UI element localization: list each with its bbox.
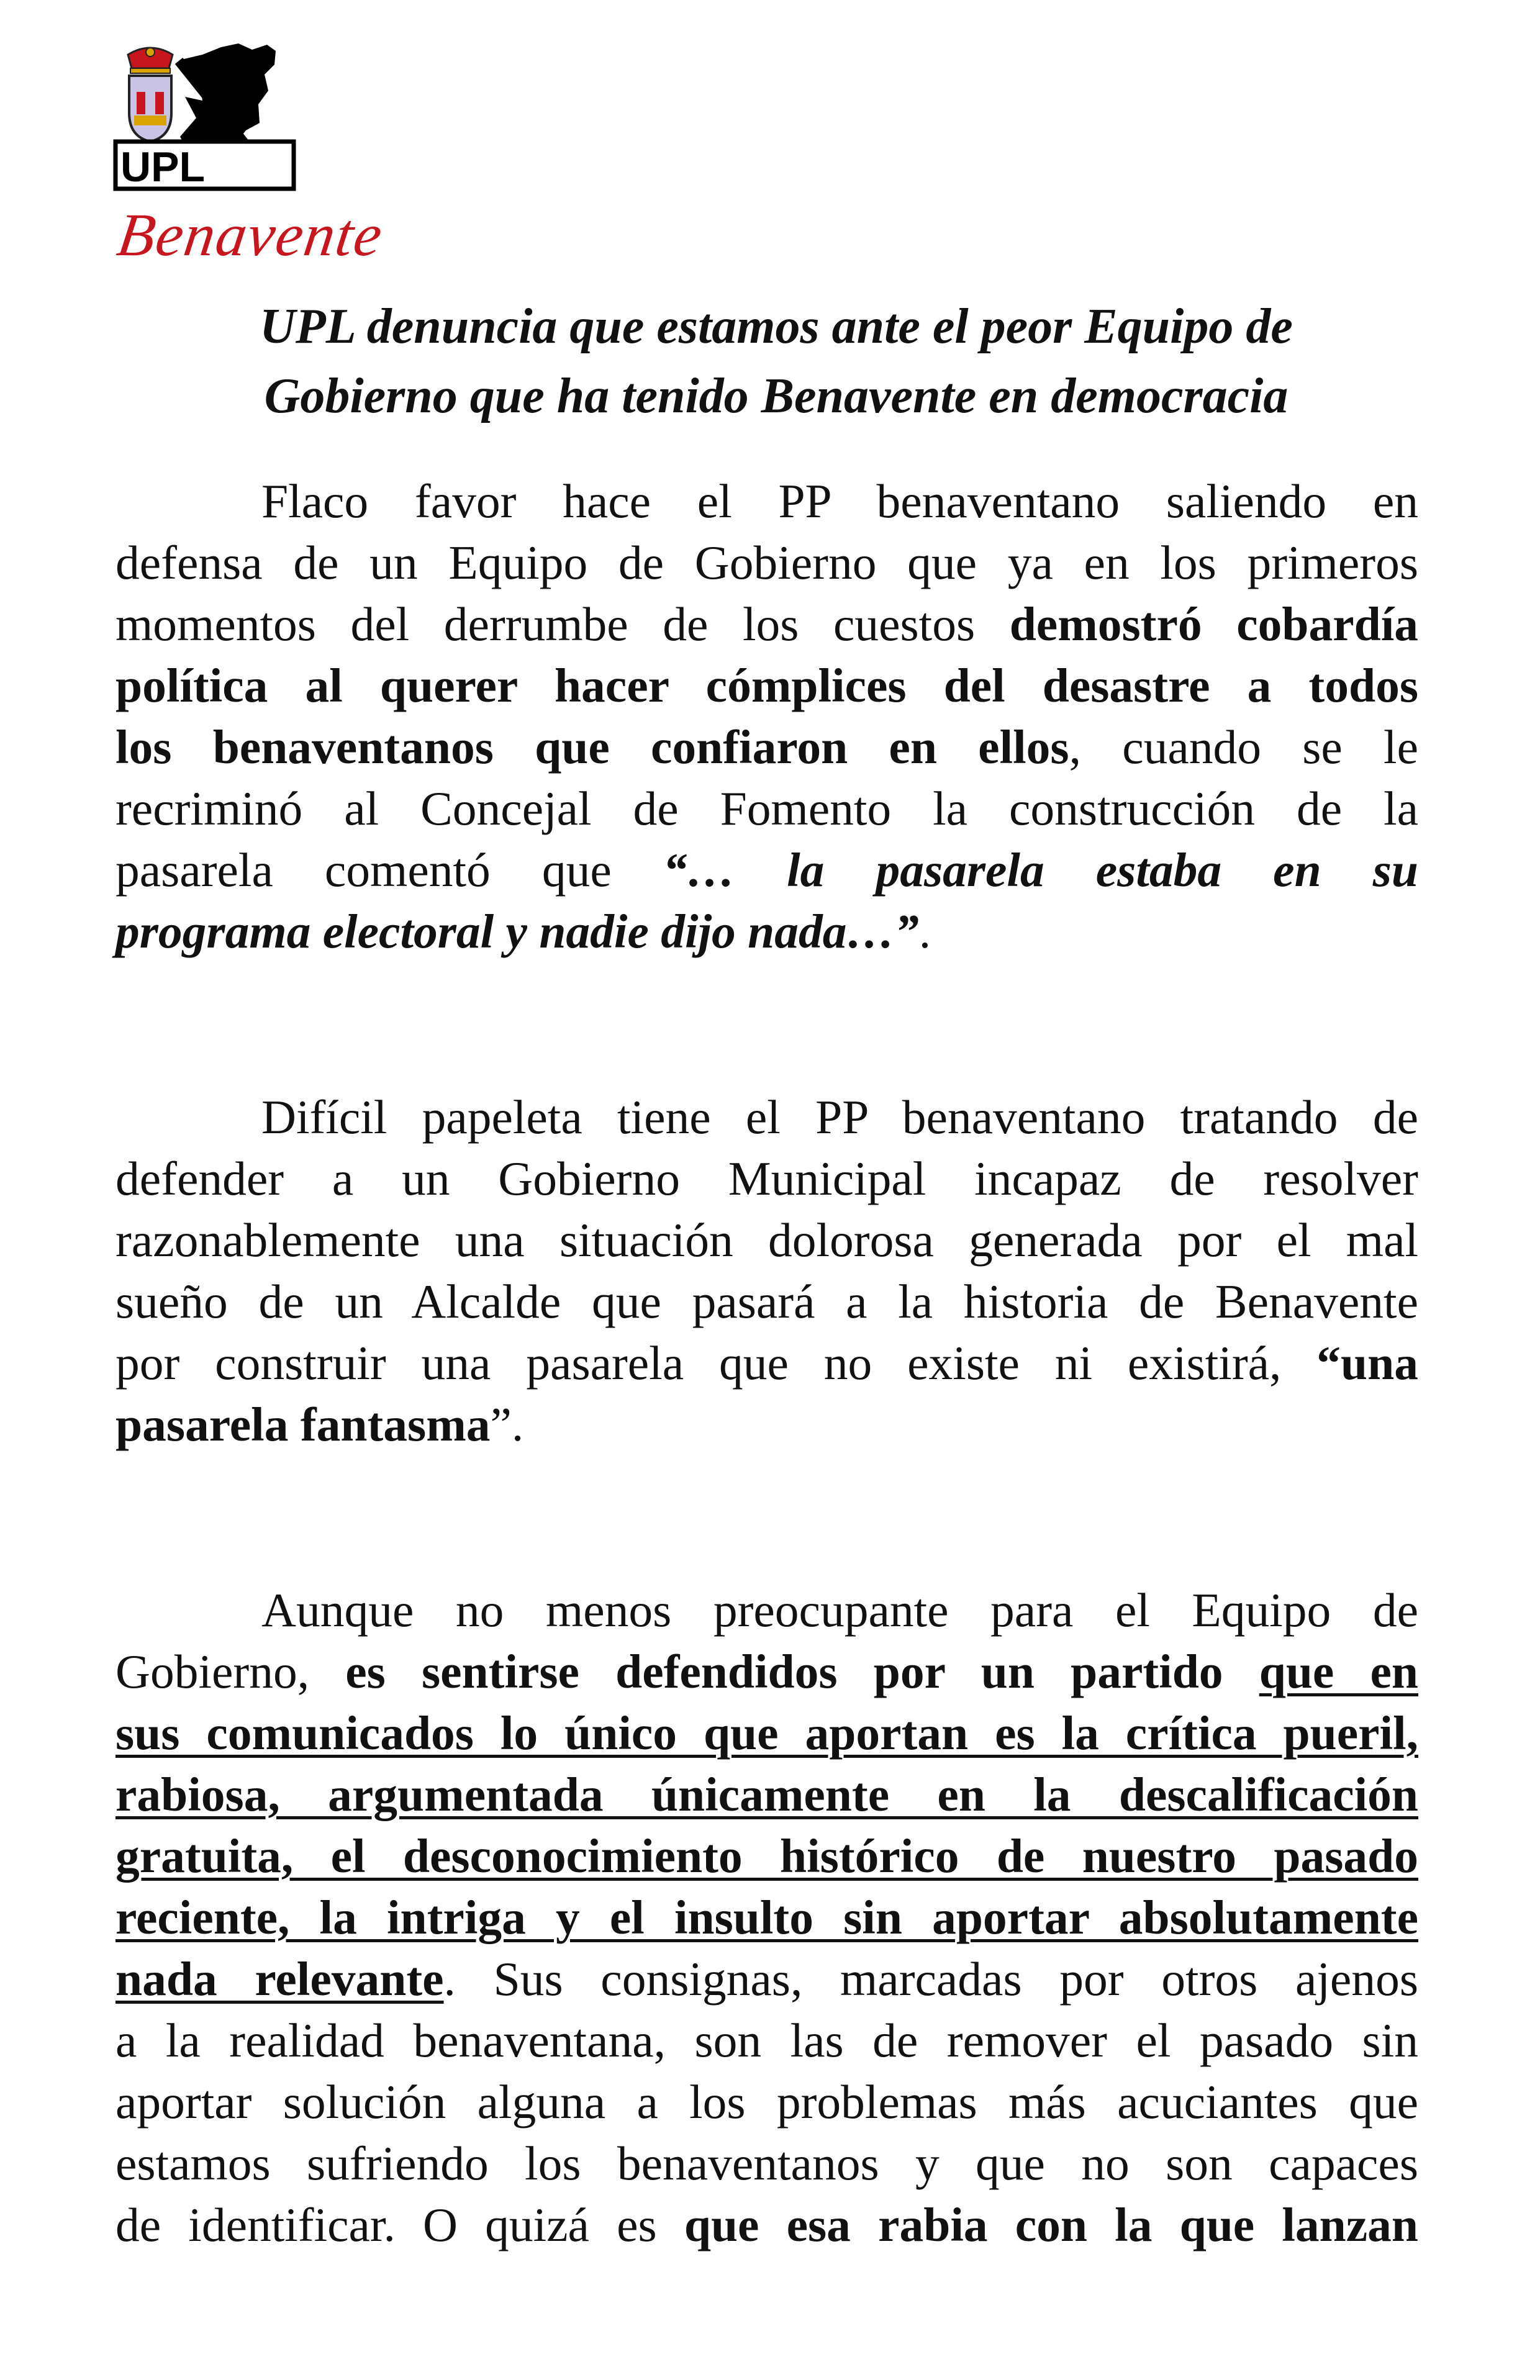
text-line: razonablemente una situación dolorosa generada por el mal (116, 1213, 1418, 1267)
text-line (116, 839, 1418, 901)
text-line (116, 1703, 1418, 1764)
text-line (116, 1887, 1418, 1948)
logo-text: UPL (120, 143, 205, 191)
bold-text: pasarela fantasma (116, 1398, 491, 1451)
bold-italic-quote: programa electoral y nadie dijo nada…” (116, 905, 919, 958)
text-line: Flaco favor hace el PP benaventano saliendo en (261, 474, 1418, 528)
text-run: . (918, 905, 931, 958)
bold-text: que esa rabia con la que lanzan (684, 2198, 1418, 2251)
underlined-text: rabiosa, argumentada únicamente en la descalificación (116, 1768, 1418, 1821)
underlined-text: que en (1259, 1645, 1418, 1698)
paragraph-2 (116, 1087, 1418, 1455)
headline (130, 292, 1422, 431)
text-run: momentos del derrumbe de los cuestos (116, 597, 1010, 651)
text-line: defender a un Gobierno Municipal incapaz de resolver (116, 1152, 1418, 1205)
bold-text: los benaventanos que confiaron en ellos (116, 720, 1069, 774)
text-line: recriminó al Concejal de Fomento la construcción de la (116, 782, 1418, 835)
bold-text: “una (1316, 1336, 1418, 1390)
underlined-text: sus comunicados lo único que aportan es la crítica pueril, (116, 1706, 1418, 1760)
underlined-text: nada relevante (116, 1952, 444, 2006)
paragraph-1 (116, 471, 1418, 962)
text-line: a la realidad benaventana, son las de remover el pasado sin (116, 2014, 1418, 2067)
headline-line: Gobierno que ha tenido Benavente en democracia (264, 369, 1289, 423)
text-line (116, 1641, 1418, 1703)
text-line (116, 1394, 1418, 1455)
underlined-text: reciente, la intriga y el insulto sin aportar absolutamente (116, 1891, 1418, 1944)
text-line (116, 1826, 1418, 1887)
coat-of-arms-icon (128, 48, 173, 142)
text-line (116, 1948, 1418, 2010)
headline-line: UPL denuncia que estamos ante el peor Equipo de (260, 299, 1293, 354)
text-run: Gobierno, (116, 1645, 346, 1698)
bold-text: es sentirse defendidos por un partido (345, 1645, 1259, 1698)
text-run: pasarela comentó que (116, 843, 663, 897)
text-line: defensa de un Equipo de Gobierno que ya en los primeros (116, 536, 1418, 589)
text-run: de identificar. O quizá es (116, 2198, 684, 2251)
text-run: , cuando se le (1069, 720, 1418, 774)
text-line: política al querer hacer cómplices del desastre a todos (116, 659, 1418, 712)
text-line (116, 717, 1418, 778)
text-line (116, 1764, 1418, 1826)
text-run: por construir una pasarela que no existe ni existirá, (116, 1336, 1317, 1390)
text-line: estamos sufriendo los benaventanos y que no son capaces (116, 2137, 1418, 2190)
text-line (116, 1333, 1418, 1394)
paragraph-3 (116, 1580, 1418, 2256)
text-run: . Sus consignas, marcadas por otros ajenos (443, 1952, 1418, 2006)
text-line (116, 2194, 1418, 2256)
upl-logo (112, 43, 298, 192)
text-line (116, 594, 1418, 655)
text-line: Difícil papeleta tiene el PP benaventano tratando de (261, 1090, 1418, 1144)
text-line: aportar solución alguna a los problemas más acuciantes que (116, 2075, 1418, 2129)
text-line: sueño de un Alcalde que pasará a la historia de Benavente (116, 1275, 1418, 1328)
underlined-text: gratuita, el desconocimiento histórico de nuestro pasado (116, 1829, 1418, 1883)
text-line: Aunque no menos preocupante para el Equipo de (261, 1583, 1418, 1637)
subtitle-benavente: Benavente (113, 202, 387, 269)
bold-text: demostró cobardía (1009, 597, 1418, 651)
text-line (116, 901, 1418, 962)
article-body (116, 471, 1418, 2380)
text-run: ”. (490, 1398, 524, 1451)
bold-italic-quote: “… la pasarela estaba en su (663, 843, 1418, 897)
